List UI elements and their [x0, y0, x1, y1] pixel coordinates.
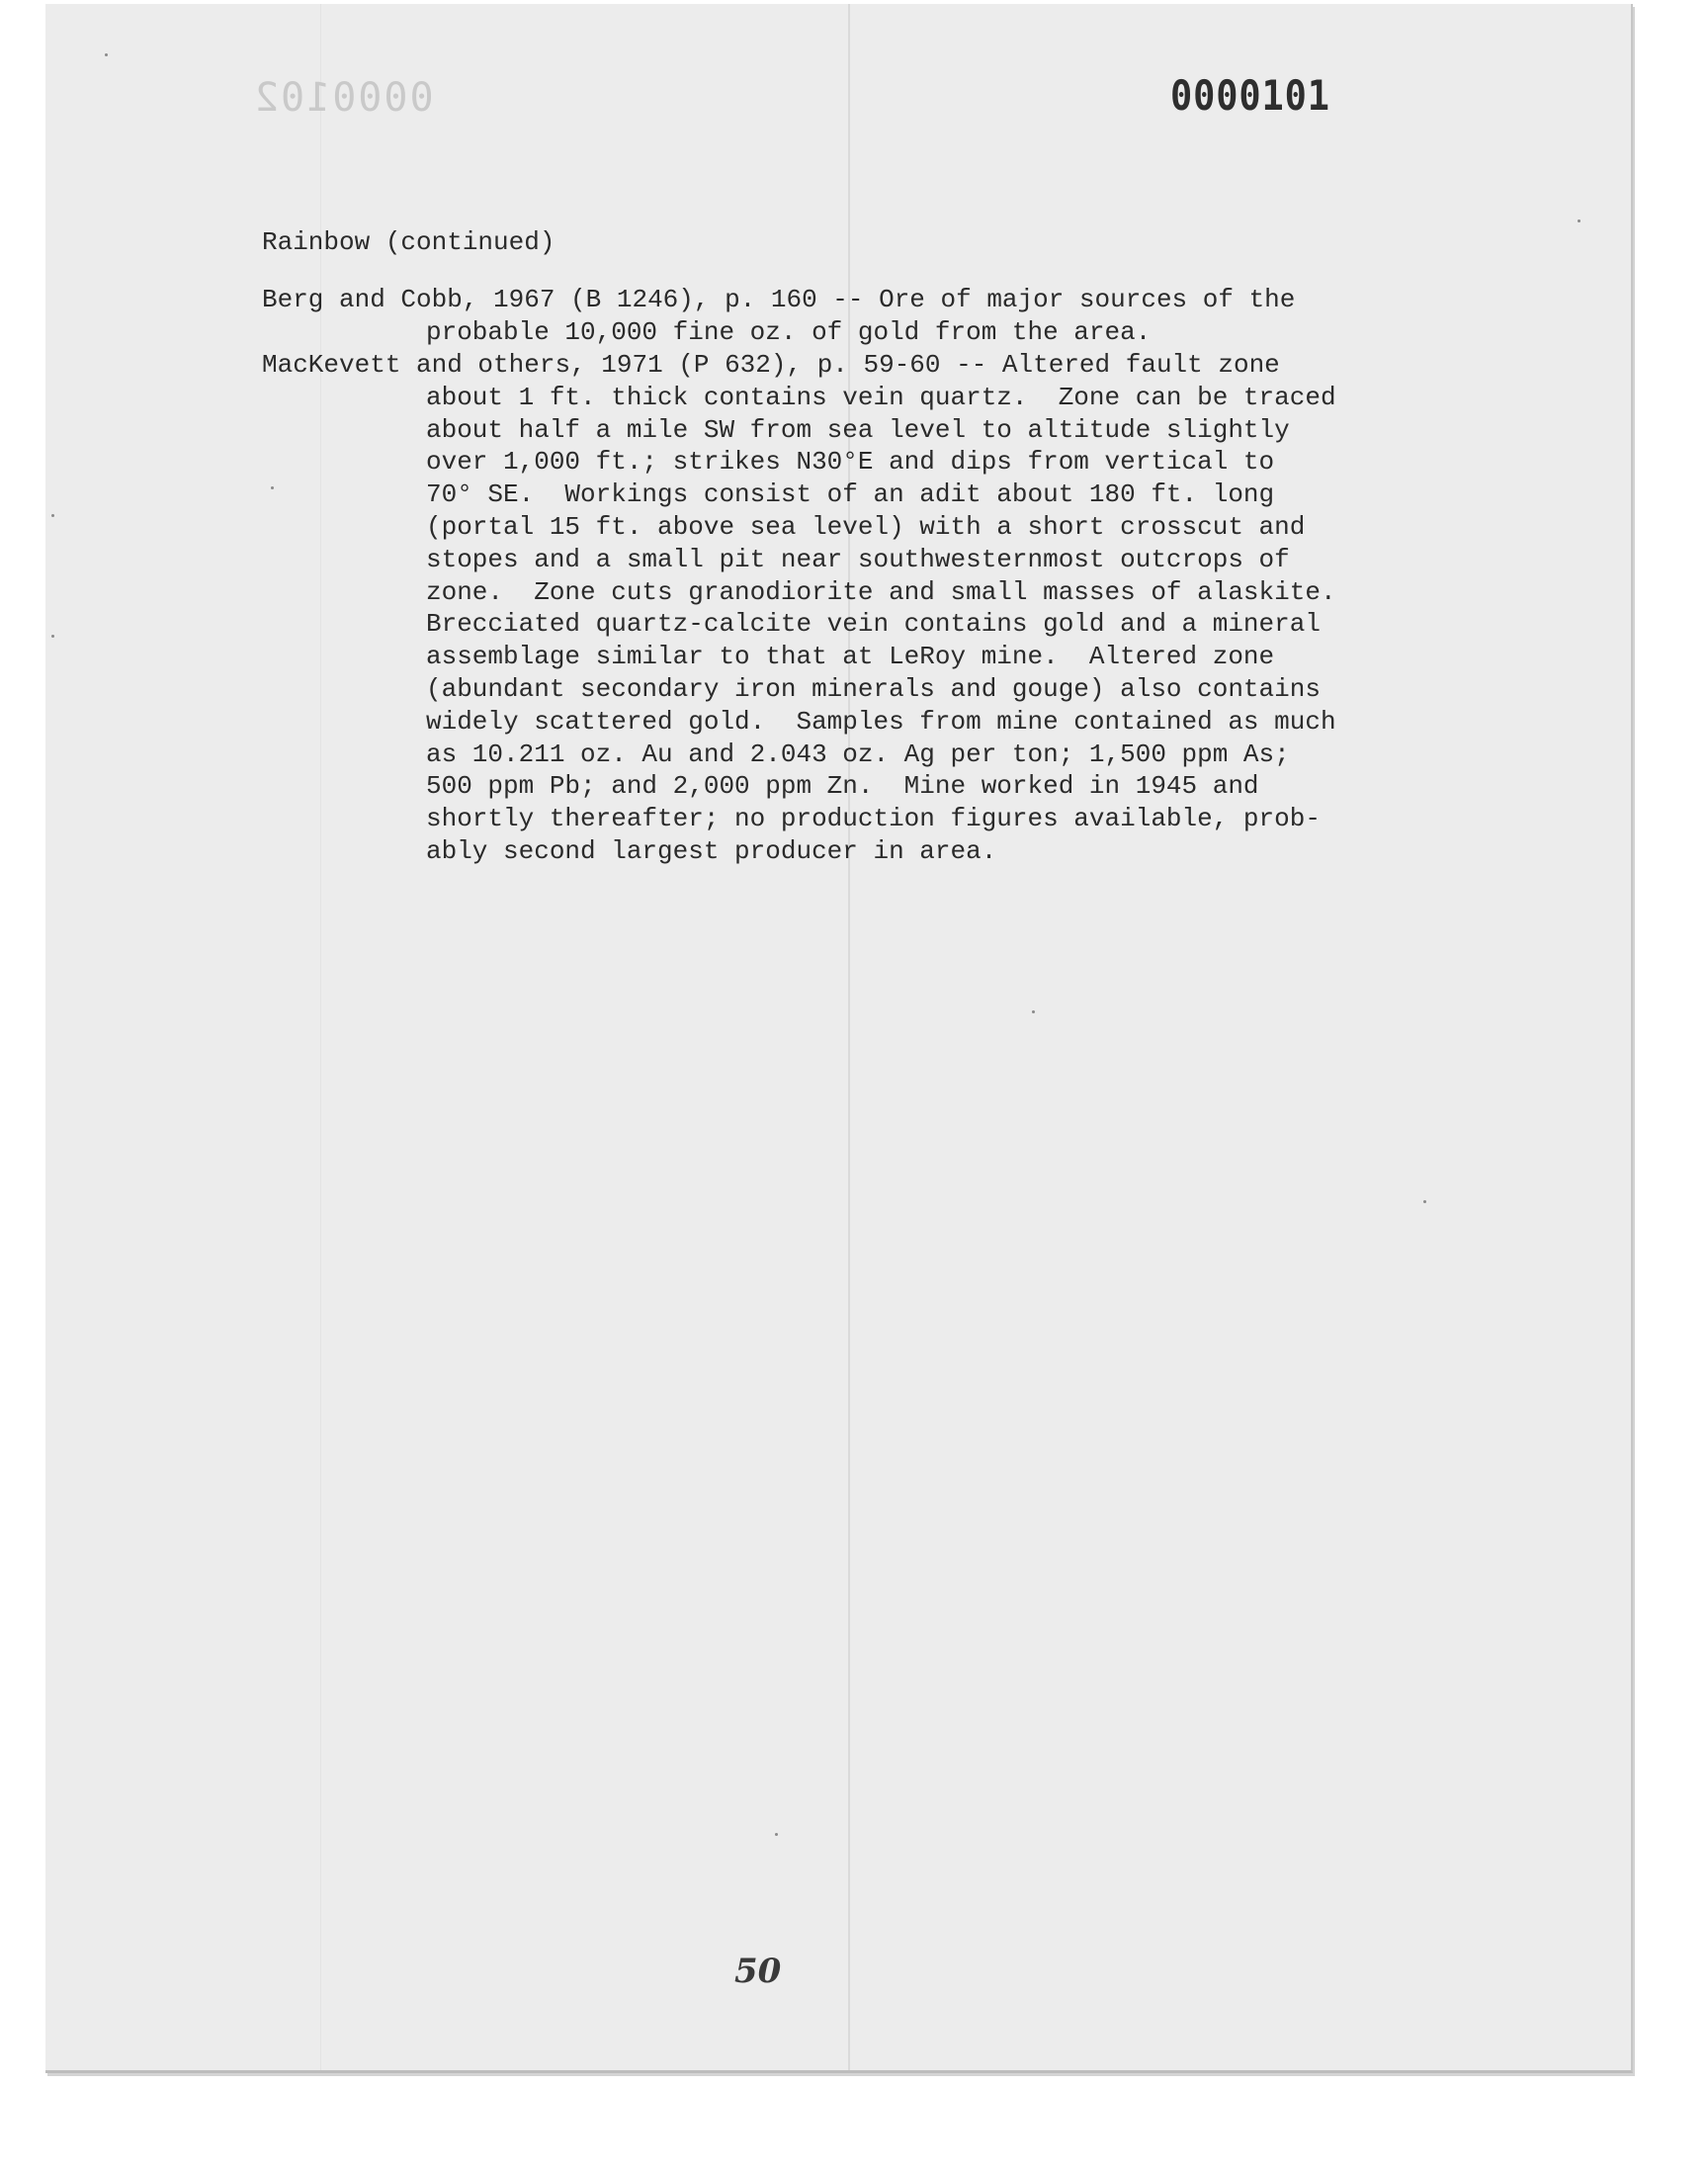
scan-speck: [51, 635, 54, 638]
scan-speck: [271, 486, 274, 489]
reference-continuation-line: (portal 15 ft. above sea level) with a short crosscut and: [426, 511, 1306, 542]
reference-entry-berg-cobb: [262, 284, 1409, 349]
scan-speck: [1423, 1200, 1426, 1203]
reference-continuation-line: probable 10,000 fine oz. of gold from the area.: [426, 316, 1152, 347]
reference-lead-line: Berg and Cobb, 1967 (B 1246), p. 160 -- Ore of major sources of the: [262, 285, 1296, 314]
scan-speck: [1032, 1010, 1035, 1013]
reference-continuation-line: shortly thereafter; no production figures available, prob-: [426, 804, 1321, 834]
reference-continuation-line: 70° SE. Workings consist of an adit about 180 ft. long: [426, 479, 1275, 510]
reference-continuation-line: widely scattered gold. Samples from mine contained as much: [426, 706, 1336, 737]
reference-continuation-line: Brecciated quartz-calcite vein contains gold and a mineral: [426, 609, 1321, 640]
reference-lead-line: MacKevett and others, 1971 (P 632), p. 59-60 -- Altered fault zone: [262, 350, 1280, 380]
reference-continuation-line: as 10.211 oz. Au and 2.043 oz. Ag per ton; 1,500 ppm As;: [426, 739, 1290, 769]
scan-speck: [775, 1833, 778, 1836]
reference-continuation-line: (abundant secondary iron minerals and gouge) also contains: [426, 673, 1321, 704]
bleed-through-stamp: 0000102: [253, 75, 434, 121]
scan-speck: [105, 53, 108, 56]
reference-entry-mackevett: [262, 349, 1409, 868]
reference-continuation-line: about 1 ft. thick contains vein quartz. Zone can be traced: [426, 382, 1336, 412]
reference-continuation-line: over 1,000 ft.; strikes N30°E and dips from vertical to: [426, 447, 1275, 478]
scan-speck: [51, 514, 54, 517]
scan-speck: [1578, 219, 1580, 222]
reference-continuation-line: zone. Zone cuts granodiorite and small masses of alaskite.: [426, 576, 1336, 607]
reference-continuation-line: stopes and a small pit near southwesternmost outcrops of: [426, 544, 1290, 574]
reference-continuation-line: 500 ppm Pb; and 2,000 ppm Zn. Mine worked in 1945 and: [426, 771, 1259, 802]
section-heading: Rainbow (continued): [262, 227, 555, 257]
handwritten-page-number: 50: [734, 1952, 782, 1991]
reference-continuation-line: about half a mile SW from sea level to altitude slightly: [426, 414, 1290, 445]
reference-continuation-line: ably second largest producer in area.: [426, 835, 997, 866]
reference-continuation-line: assemblage similar to that at LeRoy mine. Altered zone: [426, 642, 1275, 672]
document-id-stamp: 0000101: [1170, 71, 1330, 120]
